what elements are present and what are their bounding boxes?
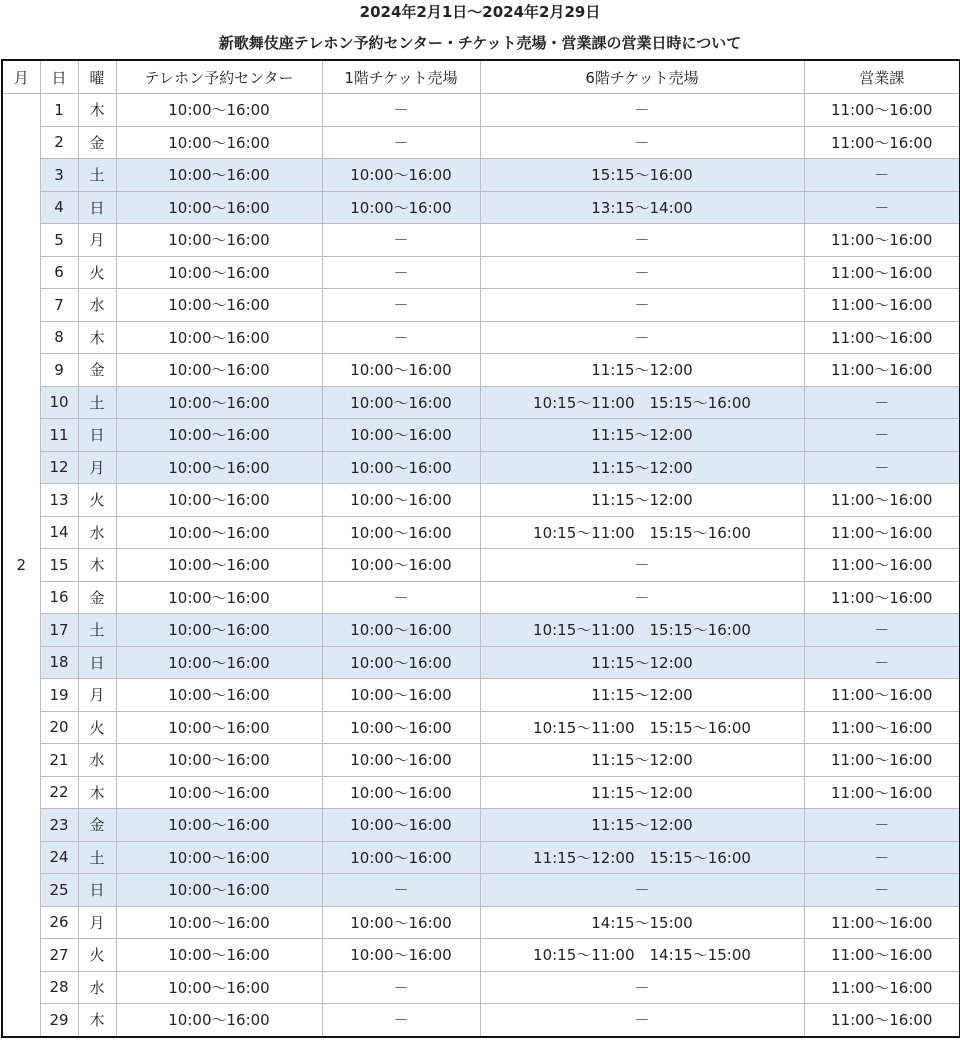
6f-ticket-cell: － xyxy=(480,321,804,354)
sales-dept-cell: 11:00～16:00 xyxy=(804,549,960,582)
weekday-cell: 火 xyxy=(78,711,116,744)
1f-ticket-cell: 10:00～16:00 xyxy=(322,646,480,679)
day-cell: 2 xyxy=(40,126,78,159)
day-cell: 29 xyxy=(40,1004,78,1037)
sales-dept-cell: 11:00～16:00 xyxy=(804,581,960,614)
weekday-cell: 月 xyxy=(78,224,116,257)
1f-ticket-cell: 10:00～16:00 xyxy=(322,614,480,647)
1f-ticket-cell: － xyxy=(322,1004,480,1037)
page-title: 新歌舞伎座テレホン予約センター・チケット売場・営業課の営業日時について xyxy=(218,34,742,52)
sales-dept-cell: 11:00～16:00 xyxy=(804,256,960,289)
1f-ticket-cell: － xyxy=(322,874,480,907)
day-cell: 26 xyxy=(40,906,78,939)
tel-center-cell: 10:00～16:00 xyxy=(116,809,322,842)
1f-ticket-cell: － xyxy=(322,256,480,289)
6f-ticket-cell: 10:15～11:00 15:15～16:00 xyxy=(480,711,804,744)
6f-ticket-cell: － xyxy=(480,1004,804,1037)
table-row xyxy=(2,614,960,647)
table-row xyxy=(2,289,960,322)
sales-dept-cell: 11:00～16:00 xyxy=(804,744,960,777)
6f-ticket-cell: 10:15～11:00 15:15～16:00 xyxy=(480,516,804,549)
1f-ticket-cell: 10:00～16:00 xyxy=(322,906,480,939)
tel-center-cell: 10:00～16:00 xyxy=(116,581,322,614)
tel-center-cell: 10:00～16:00 xyxy=(116,906,322,939)
1f-ticket-cell: － xyxy=(322,971,480,1004)
sales-dept-cell: 11:00～16:00 xyxy=(804,776,960,809)
table-row xyxy=(2,516,960,549)
weekday-cell: 月 xyxy=(78,451,116,484)
table-row xyxy=(2,679,960,712)
sales-dept-cell: 11:00～16:00 xyxy=(804,289,960,322)
6f-ticket-cell: 10:15～11:00 14:15～15:00 xyxy=(480,939,804,972)
6f-ticket-cell: 11:15～12:00 xyxy=(480,744,804,777)
weekday-cell: 日 xyxy=(78,874,116,907)
weekday-cell: 月 xyxy=(78,906,116,939)
table-row xyxy=(2,321,960,354)
tel-center-cell: 10:00～16:00 xyxy=(116,744,322,777)
weekday-cell: 金 xyxy=(78,354,116,387)
weekday-cell: 火 xyxy=(78,939,116,972)
6f-ticket-cell: － xyxy=(480,224,804,257)
sales-dept-cell: － xyxy=(804,646,960,679)
6f-ticket-cell: 11:15～12:00 xyxy=(480,451,804,484)
weekday-cell: 火 xyxy=(78,256,116,289)
sales-dept-cell: － xyxy=(804,191,960,224)
1f-ticket-cell: 10:00～16:00 xyxy=(322,386,480,419)
day-cell: 1 xyxy=(40,94,78,127)
table-row xyxy=(2,386,960,419)
table-row xyxy=(2,224,960,257)
table-row xyxy=(2,874,960,907)
weekday-cell: 木 xyxy=(78,1004,116,1037)
6f-ticket-cell: 11:15～12:00 xyxy=(480,646,804,679)
tel-center-cell: 10:00～16:00 xyxy=(116,1004,322,1037)
weekday-cell: 水 xyxy=(78,516,116,549)
day-cell: 27 xyxy=(40,939,78,972)
table-row xyxy=(2,256,960,289)
tel-center-cell: 10:00～16:00 xyxy=(116,94,322,127)
weekday-cell: 木 xyxy=(78,94,116,127)
day-cell: 22 xyxy=(40,776,78,809)
sales-dept-cell: － xyxy=(804,159,960,192)
weekday-cell: 水 xyxy=(78,971,116,1004)
day-cell: 12 xyxy=(40,451,78,484)
weekday-cell: 火 xyxy=(78,484,116,517)
day-cell: 14 xyxy=(40,516,78,549)
day-cell: 9 xyxy=(40,354,78,387)
table-row xyxy=(2,809,960,842)
6f-ticket-cell: － xyxy=(480,971,804,1004)
weekday-cell: 日 xyxy=(78,191,116,224)
day-cell: 18 xyxy=(40,646,78,679)
schedule-table xyxy=(1,59,960,1038)
tel-center-cell: 10:00～16:00 xyxy=(116,126,322,159)
6f-ticket-cell: 15:15～16:00 xyxy=(480,159,804,192)
table-row xyxy=(2,841,960,874)
tel-center-cell: 10:00～16:00 xyxy=(116,386,322,419)
1f-ticket-cell: 10:00～16:00 xyxy=(322,354,480,387)
table-row xyxy=(2,549,960,582)
1f-ticket-cell: 10:00～16:00 xyxy=(322,841,480,874)
table-row xyxy=(2,646,960,679)
table-row xyxy=(2,94,960,127)
tel-center-cell: 10:00～16:00 xyxy=(116,256,322,289)
1f-ticket-cell: 10:00～16:00 xyxy=(322,484,480,517)
sales-dept-cell: 11:00～16:00 xyxy=(804,1004,960,1037)
weekday-cell: 木 xyxy=(78,549,116,582)
tel-center-cell: 10:00～16:00 xyxy=(116,321,322,354)
weekday-cell: 月 xyxy=(78,679,116,712)
day-cell: 11 xyxy=(40,419,78,452)
1f-ticket-cell: － xyxy=(322,126,480,159)
6f-ticket-cell: 11:15～12:00 xyxy=(480,809,804,842)
tel-center-cell: 10:00～16:00 xyxy=(116,484,322,517)
tel-center-cell: 10:00～16:00 xyxy=(116,191,322,224)
6f-ticket-cell: － xyxy=(480,581,804,614)
day-cell: 28 xyxy=(40,971,78,1004)
table-row xyxy=(2,451,960,484)
table-row xyxy=(2,581,960,614)
weekday-cell: 金 xyxy=(78,809,116,842)
table-row xyxy=(2,906,960,939)
header-day: 日 xyxy=(40,60,78,94)
1f-ticket-cell: 10:00～16:00 xyxy=(322,159,480,192)
1f-ticket-cell: － xyxy=(322,321,480,354)
sales-dept-cell: 11:00～16:00 xyxy=(804,939,960,972)
sales-dept-cell: 11:00～16:00 xyxy=(804,906,960,939)
tel-center-cell: 10:00～16:00 xyxy=(116,711,322,744)
sales-dept-cell: 11:00～16:00 xyxy=(804,971,960,1004)
sales-dept-cell: 11:00～16:00 xyxy=(804,484,960,517)
weekday-cell: 土 xyxy=(78,614,116,647)
sales-dept-cell: － xyxy=(804,614,960,647)
day-cell: 19 xyxy=(40,679,78,712)
day-cell: 24 xyxy=(40,841,78,874)
sales-dept-cell: － xyxy=(804,419,960,452)
day-cell: 20 xyxy=(40,711,78,744)
month-cell: 2 xyxy=(2,94,40,1037)
header-6f-ticket: 6階チケット売場 xyxy=(480,60,804,94)
tel-center-cell: 10:00～16:00 xyxy=(116,614,322,647)
weekday-cell: 金 xyxy=(78,126,116,159)
tel-center-cell: 10:00～16:00 xyxy=(116,841,322,874)
sales-dept-cell: 11:00～16:00 xyxy=(804,679,960,712)
sales-dept-cell: 11:00～16:00 xyxy=(804,516,960,549)
1f-ticket-cell: － xyxy=(322,289,480,322)
header-row xyxy=(2,60,960,94)
tel-center-cell: 10:00～16:00 xyxy=(116,874,322,907)
period-title: 2024年2月1日～2024年2月29日 xyxy=(359,3,601,21)
tel-center-cell: 10:00～16:00 xyxy=(116,224,322,257)
weekday-cell: 金 xyxy=(78,581,116,614)
table-row xyxy=(2,711,960,744)
table-row xyxy=(2,159,960,192)
tel-center-cell: 10:00～16:00 xyxy=(116,354,322,387)
6f-ticket-cell: － xyxy=(480,126,804,159)
table-row xyxy=(2,484,960,517)
header-1f-ticket: 1階チケット売場 xyxy=(322,60,480,94)
6f-ticket-cell: 10:15～11:00 15:15～16:00 xyxy=(480,386,804,419)
6f-ticket-cell: 10:15～11:00 15:15～16:00 xyxy=(480,614,804,647)
sales-dept-cell: 11:00～16:00 xyxy=(804,321,960,354)
day-cell: 17 xyxy=(40,614,78,647)
tel-center-cell: 10:00～16:00 xyxy=(116,939,322,972)
sales-dept-cell: 11:00～16:00 xyxy=(804,126,960,159)
weekday-cell: 木 xyxy=(78,776,116,809)
1f-ticket-cell: － xyxy=(322,94,480,127)
day-cell: 15 xyxy=(40,549,78,582)
6f-ticket-cell: 11:15～12:00 xyxy=(480,679,804,712)
6f-ticket-cell: 11:15～12:00 xyxy=(480,484,804,517)
1f-ticket-cell: 10:00～16:00 xyxy=(322,744,480,777)
day-cell: 21 xyxy=(40,744,78,777)
day-cell: 4 xyxy=(40,191,78,224)
tel-center-cell: 10:00～16:00 xyxy=(116,776,322,809)
tel-center-cell: 10:00～16:00 xyxy=(116,646,322,679)
day-cell: 23 xyxy=(40,809,78,842)
table-row xyxy=(2,354,960,387)
1f-ticket-cell: 10:00～16:00 xyxy=(322,549,480,582)
sales-dept-cell: 11:00～16:00 xyxy=(804,354,960,387)
1f-ticket-cell: 10:00～16:00 xyxy=(322,939,480,972)
1f-ticket-cell: 10:00～16:00 xyxy=(322,419,480,452)
1f-ticket-cell: 10:00～16:00 xyxy=(322,711,480,744)
6f-ticket-cell: 11:15～12:00 xyxy=(480,419,804,452)
tel-center-cell: 10:00～16:00 xyxy=(116,419,322,452)
tel-center-cell: 10:00～16:00 xyxy=(116,971,322,1004)
header-sales-dept: 営業課 xyxy=(804,60,960,94)
weekday-cell: 日 xyxy=(78,419,116,452)
1f-ticket-cell: 10:00～16:00 xyxy=(322,191,480,224)
header-tel-center: テレホン予約センター xyxy=(116,60,322,94)
1f-ticket-cell: 10:00～16:00 xyxy=(322,776,480,809)
1f-ticket-cell: － xyxy=(322,224,480,257)
day-cell: 16 xyxy=(40,581,78,614)
weekday-cell: 木 xyxy=(78,321,116,354)
6f-ticket-cell: 14:15～15:00 xyxy=(480,906,804,939)
1f-ticket-cell: 10:00～16:00 xyxy=(322,809,480,842)
tel-center-cell: 10:00～16:00 xyxy=(116,516,322,549)
6f-ticket-cell: 11:15～12:00 15:15～16:00 xyxy=(480,841,804,874)
sales-dept-cell: 11:00～16:00 xyxy=(804,224,960,257)
tel-center-cell: 10:00～16:00 xyxy=(116,451,322,484)
sales-dept-cell: － xyxy=(804,451,960,484)
1f-ticket-cell: 10:00～16:00 xyxy=(322,516,480,549)
header-month: 月 xyxy=(2,60,40,94)
day-cell: 13 xyxy=(40,484,78,517)
sales-dept-cell: － xyxy=(804,841,960,874)
weekday-cell: 土 xyxy=(78,159,116,192)
6f-ticket-cell: － xyxy=(480,874,804,907)
sales-dept-cell: 11:00～16:00 xyxy=(804,711,960,744)
tel-center-cell: 10:00～16:00 xyxy=(116,679,322,712)
sales-dept-cell: － xyxy=(804,386,960,419)
table-row xyxy=(2,939,960,972)
tel-center-cell: 10:00～16:00 xyxy=(116,289,322,322)
table-row xyxy=(2,191,960,224)
tel-center-cell: 10:00～16:00 xyxy=(116,159,322,192)
6f-ticket-cell: － xyxy=(480,256,804,289)
sales-dept-cell: － xyxy=(804,809,960,842)
table-row xyxy=(2,126,960,159)
6f-ticket-cell: 11:15～12:00 xyxy=(480,776,804,809)
tel-center-cell: 10:00～16:00 xyxy=(116,549,322,582)
6f-ticket-cell: 13:15～14:00 xyxy=(480,191,804,224)
day-cell: 6 xyxy=(40,256,78,289)
6f-ticket-cell: 11:15～12:00 xyxy=(480,354,804,387)
6f-ticket-cell: － xyxy=(480,549,804,582)
weekday-cell: 水 xyxy=(78,744,116,777)
table-row xyxy=(2,744,960,777)
table-row xyxy=(2,419,960,452)
weekday-cell: 水 xyxy=(78,289,116,322)
table-row xyxy=(2,776,960,809)
day-cell: 7 xyxy=(40,289,78,322)
weekday-cell: 日 xyxy=(78,646,116,679)
day-cell: 5 xyxy=(40,224,78,257)
1f-ticket-cell: － xyxy=(322,581,480,614)
1f-ticket-cell: 10:00～16:00 xyxy=(322,451,480,484)
1f-ticket-cell: 10:00～16:00 xyxy=(322,679,480,712)
sales-dept-cell: 11:00～16:00 xyxy=(804,94,960,127)
6f-ticket-cell: － xyxy=(480,94,804,127)
6f-ticket-cell: － xyxy=(480,289,804,322)
day-cell: 3 xyxy=(40,159,78,192)
day-cell: 8 xyxy=(40,321,78,354)
weekday-cell: 土 xyxy=(78,841,116,874)
day-cell: 10 xyxy=(40,386,78,419)
sales-dept-cell: － xyxy=(804,874,960,907)
table-row xyxy=(2,1004,960,1037)
header-weekday: 曜 xyxy=(78,60,116,94)
day-cell: 25 xyxy=(40,874,78,907)
table-row xyxy=(2,971,960,1004)
weekday-cell: 土 xyxy=(78,386,116,419)
